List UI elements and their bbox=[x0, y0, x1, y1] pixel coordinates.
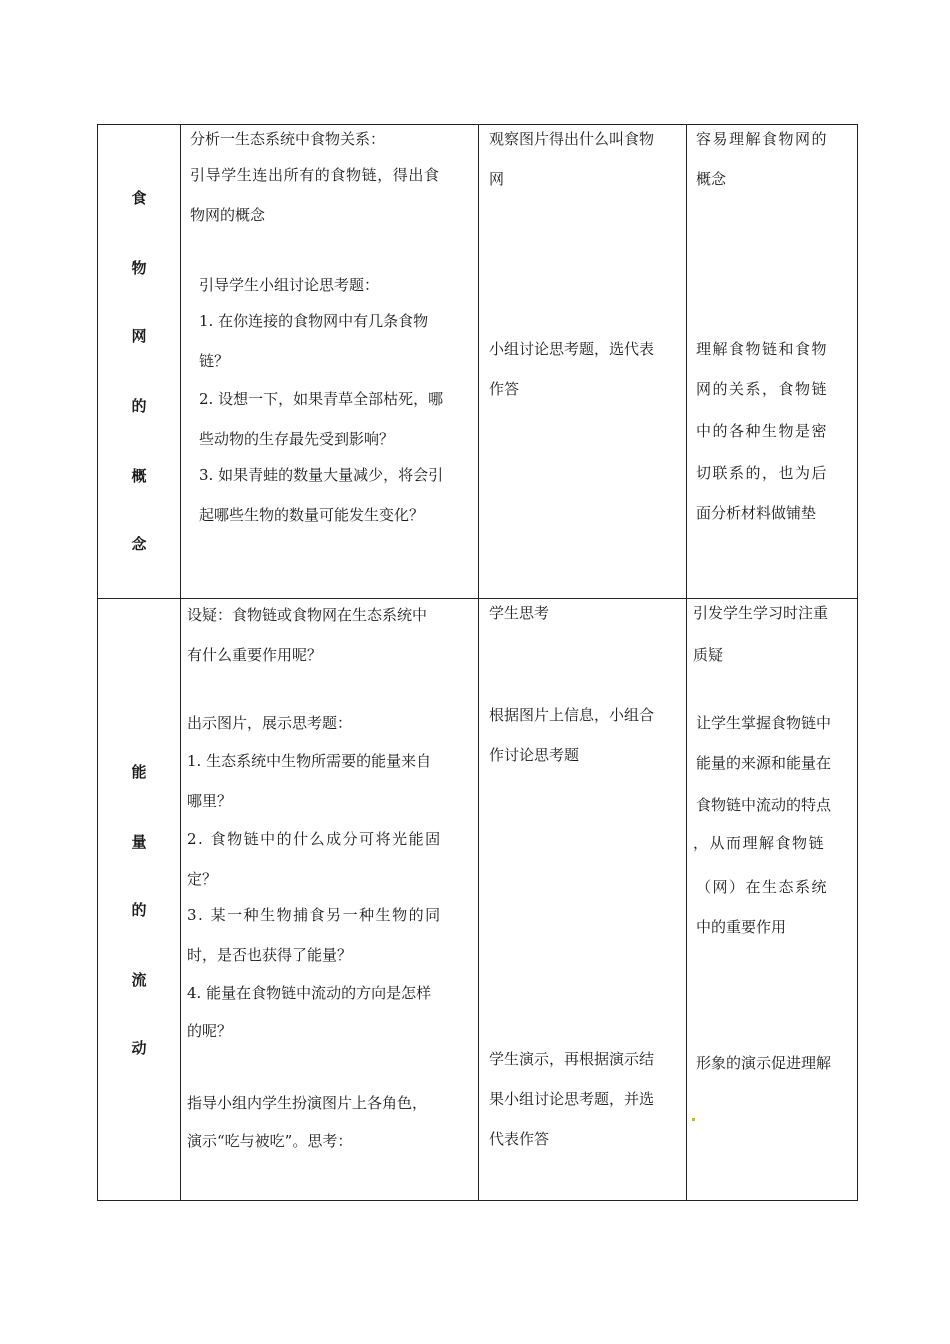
intent-line: 容易理解食物网的 bbox=[696, 130, 829, 148]
section-title-cell bbox=[98, 125, 181, 599]
student-line: 根据图片上信息，小组合 bbox=[489, 706, 655, 724]
intent-line: 网的关系，食物链 bbox=[696, 380, 829, 398]
section-title-cell bbox=[98, 599, 181, 1201]
student-line: 学生思考 bbox=[489, 604, 550, 622]
teacher-line: 2. 设想一下，如果青草全部枯死，哪 bbox=[199, 390, 444, 408]
teacher-activity-cell bbox=[181, 125, 479, 599]
intent-line: 理解食物链和食物 bbox=[696, 340, 829, 358]
marker-dot bbox=[692, 1118, 695, 1121]
student-line: 果小组讨论思考题，并选 bbox=[489, 1090, 655, 1108]
intent-line: （网）在生态系统 bbox=[696, 878, 829, 896]
section-title-char: 食 bbox=[131, 189, 147, 207]
section-title-char: 动 bbox=[131, 1039, 147, 1057]
table-row bbox=[98, 125, 858, 599]
intent-line: 切联系的，也为后 bbox=[696, 464, 829, 482]
section-title-char: 物 bbox=[131, 259, 147, 277]
section-title-char: 的 bbox=[131, 397, 147, 415]
intent-line: 让学生掌握食物链中 bbox=[696, 714, 832, 732]
intent-line: 形象的演示促进理解 bbox=[696, 1054, 832, 1072]
teacher-line: 些动物的生存最先受到影响？ bbox=[199, 430, 395, 448]
section-title-char: 能 bbox=[131, 763, 147, 781]
student-activity-cell bbox=[479, 125, 687, 599]
teacher-line: 演示“吃与被吃”。思考： bbox=[187, 1132, 353, 1150]
teacher-line: 4. 能量在食物链中流动的方向是怎样 bbox=[187, 984, 432, 1002]
teacher-line: 哪里？ bbox=[187, 792, 233, 810]
student-line: 作答 bbox=[489, 380, 520, 398]
table-row bbox=[98, 599, 858, 1201]
teacher-line: 指导小组内学生扮演图片上各角色， bbox=[187, 1094, 428, 1112]
intent-line: ，从而理解食物链 bbox=[693, 834, 826, 852]
intent-line: 引发学生学习时注重 bbox=[693, 604, 829, 622]
teacher-line: 链？ bbox=[199, 352, 230, 370]
section-title-char: 的 bbox=[131, 901, 147, 919]
student-line: 学生演示，再根据演示结 bbox=[489, 1050, 655, 1068]
teacher-line: 1. 生态系统中生物所需要的能量来自 bbox=[187, 752, 432, 770]
section-title-char: 量 bbox=[131, 833, 147, 851]
design-intent-cell bbox=[687, 599, 858, 1201]
teacher-line: 引导学生小组讨论思考题： bbox=[199, 276, 380, 294]
design-intent-cell bbox=[687, 125, 858, 599]
teacher-line: 1. 在你连接的食物网中有几条食物 bbox=[199, 312, 429, 330]
teacher-line: 3. 某一种生物捕食另一种生物的同 bbox=[187, 906, 442, 924]
teacher-line: 引导学生连出所有的食物链，得出食 bbox=[190, 166, 440, 184]
student-line: 作讨论思考题 bbox=[489, 746, 580, 764]
teacher-line: 的呢？ bbox=[187, 1022, 233, 1040]
teacher-line: 起哪些生物的数量可能发生变化？ bbox=[199, 506, 425, 524]
student-line: 代表作答 bbox=[489, 1130, 550, 1148]
teacher-line: 分析一生态系统中食物关系： bbox=[190, 130, 386, 148]
lesson-plan-table bbox=[97, 124, 858, 1201]
teacher-line: 时，是否也获得了能量？ bbox=[187, 946, 353, 964]
section-title-char: 流 bbox=[131, 971, 147, 989]
section-title-char: 网 bbox=[131, 327, 147, 345]
section-title-char: 念 bbox=[131, 535, 147, 553]
teacher-line: 物网的概念 bbox=[190, 206, 266, 224]
student-line: 小组讨论思考题，选代表 bbox=[489, 340, 655, 358]
intent-line: 概念 bbox=[696, 170, 727, 188]
teacher-line: 设疑：食物链或食物网在生态系统中 bbox=[187, 606, 428, 624]
section-title-char: 概 bbox=[131, 467, 147, 485]
student-line: 观察图片得出什么叫食物 bbox=[489, 130, 655, 148]
intent-line: 能量的来源和能量在 bbox=[696, 754, 832, 772]
intent-line: 中的重要作用 bbox=[696, 918, 787, 936]
teacher-line: 3. 如果青蛙的数量大量减少，将会引 bbox=[199, 466, 444, 484]
student-activity-cell bbox=[479, 599, 687, 1201]
teacher-line: 出示图片，展示思考题： bbox=[187, 714, 353, 732]
intent-line: 中的各种生物是密 bbox=[696, 422, 829, 440]
student-line: 网 bbox=[489, 170, 505, 188]
teacher-line: 定？ bbox=[187, 870, 218, 888]
teacher-line: 2. 食物链中的什么成分可将光能固 bbox=[187, 830, 442, 848]
intent-line: 质疑 bbox=[693, 646, 724, 664]
intent-line: 面分析材料做铺垫 bbox=[696, 504, 817, 522]
intent-line: 食物链中流动的特点 bbox=[696, 796, 832, 814]
teacher-activity-cell bbox=[181, 599, 479, 1201]
teacher-line: 有什么重要作用呢？ bbox=[187, 646, 323, 664]
